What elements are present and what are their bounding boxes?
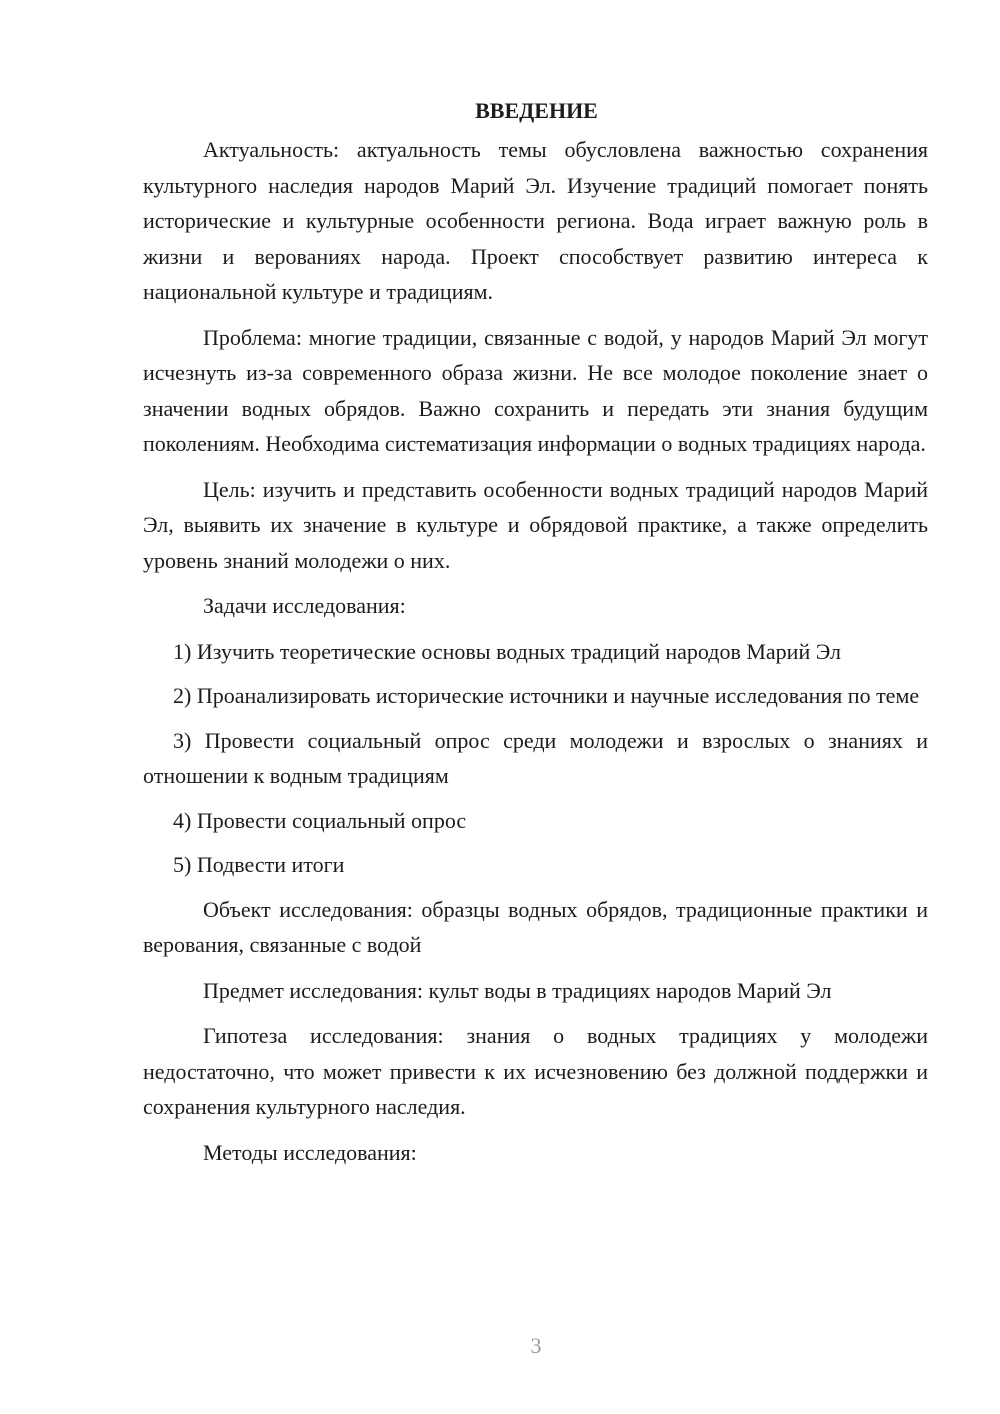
list-item: 5) Подвести итоги bbox=[173, 852, 345, 877]
tasks-list bbox=[143, 634, 928, 883]
paragraph-relevance: Актуальность: актуальность темы обусловлена важностью сохранения культурного наследия народов Марий Эл. Изучение традиций помогает понять исторические и культурные особенности региона. Вода играет важную роль в жизни и верованиях народа. Проект способствует развитию интереса к национальной культуре и традициям. bbox=[143, 137, 928, 304]
paragraph-problem: Проблема: многие традиции, связанные с водой, у народов Марий Эл могут исчезнуть из-за современного образа жизни. Не все молодое поколение знает о значении водных обрядов. Важно сохранить и передать эти знания будущим поколениям. Необходима систематизация информации о водных традициях народа. bbox=[143, 324, 928, 456]
paragraph-hypothesis: Гипотеза исследования: знания о водных традициях у молодежи недостаточно, что может привести к их исчезновению без должной поддержки и сохранения культурного наследия. bbox=[143, 1023, 928, 1119]
page-number: 3 bbox=[530, 1333, 542, 1358]
paragraph-methods: Методы исследования: bbox=[203, 1139, 417, 1165]
paragraph-subject: Предмет исследования: культ воды в традициях народов Марий Эл bbox=[203, 977, 832, 1003]
list-item: 2) Проанализировать исторические источники и научные исследования по теме bbox=[173, 683, 920, 708]
list-item: 4) Провести социальный опрос bbox=[173, 807, 467, 833]
list-item: 3) Провести социальный опрос среди молодежи и взрослых о знаниях и отношении к водным традициям bbox=[143, 727, 928, 788]
paragraph-object: Объект исследования: образцы водных обрядов, традиционные практики и верования, связанные с водой bbox=[143, 896, 928, 957]
paragraph-tasks-title: Задачи исследования: bbox=[203, 593, 406, 618]
list-item: 1) Изучить теоретические основы водных традиций народов Марий Эл bbox=[173, 638, 841, 664]
section-heading: ВВЕДЕНИЕ bbox=[475, 98, 598, 123]
paragraph-goal: Цель: изучить и представить особенности водных традиций народов Марий Эл, выявить их значение в культуре и обрядовой практике, а также определить уровень знаний молодежи о них. bbox=[143, 476, 928, 573]
document-page bbox=[143, 96, 928, 1180]
